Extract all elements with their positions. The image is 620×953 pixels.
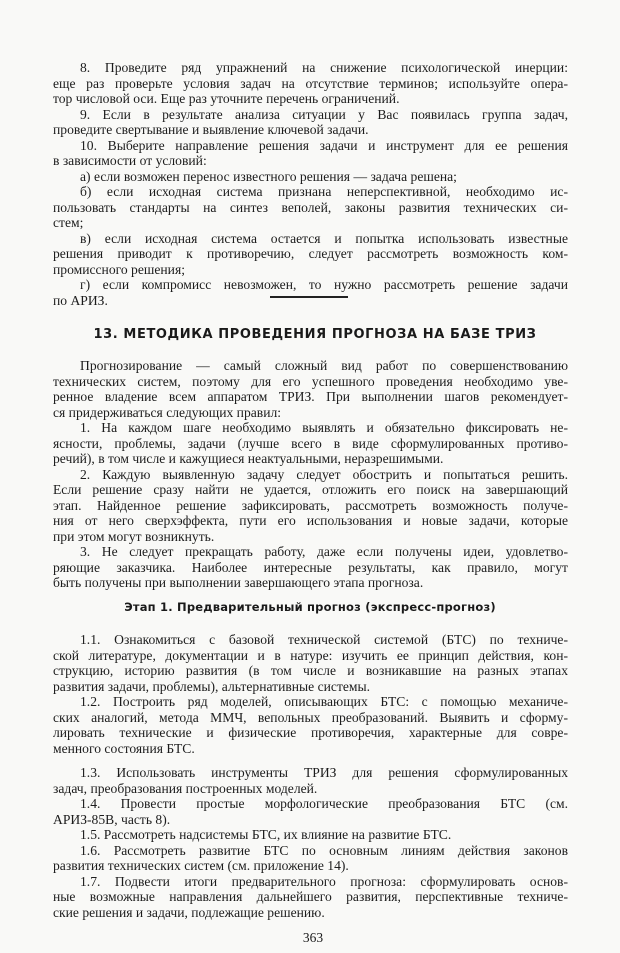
text-line: 1.7. Подвести итоги предварительного прогноза: сформулировать основ- bbox=[80, 873, 568, 889]
paragraph bbox=[53, 60, 568, 107]
text-line: при этом могут возникнуть. bbox=[53, 528, 215, 544]
text-line: ские решения и задачи, подлежащие решению. bbox=[53, 904, 325, 920]
paragraph bbox=[53, 107, 568, 138]
text-line: 1.5. Рассмотреть надсистемы БТС, их влияние на развитие БТС. bbox=[80, 827, 452, 842]
text-line: по АРИЗ. bbox=[53, 292, 108, 308]
text-line: 10. Выберите направление решения задачи и инструмент для ее решения bbox=[80, 137, 568, 153]
page-number: 363 bbox=[302, 930, 324, 945]
text-line: ряющие заказчика. Наиболее интересные результаты, как правило, могут bbox=[53, 559, 568, 575]
text-line: 1.6. Рассмотреть развитие БТС по основным линиям действия законов bbox=[80, 842, 568, 858]
text-line: 1. На каждом шаге необходимо выявлять и обязательно фиксировать не- bbox=[80, 420, 568, 435]
text-line: б) если исходная система признана неперспективной, необходимо ис- bbox=[80, 184, 568, 199]
text-line: менного состояния БТС. bbox=[53, 740, 195, 756]
paragraph bbox=[53, 544, 568, 591]
text-line: быть получены при выполнении завершающего этапа прогноза. bbox=[53, 575, 424, 590]
text-line: ся придерживаться следующих правил: bbox=[53, 404, 282, 420]
text-line: ные возможные направления дальнейшего развития, перспективные техниче- bbox=[53, 889, 568, 904]
section-divider bbox=[270, 296, 348, 298]
text-line: ясности, проблемы, задачи (лучше всего в виде сформулированных противо- bbox=[53, 435, 568, 451]
text-line: 1.3. Использовать инструменты ТРИЗ для решения сформулированных bbox=[80, 765, 568, 780]
paragraph bbox=[53, 277, 568, 308]
paragraph bbox=[53, 632, 568, 694]
text-line: проведите свертывание и выявление ключевой задачи. bbox=[53, 122, 369, 137]
paragraph bbox=[53, 467, 568, 545]
text-line: промиссного решения; bbox=[53, 261, 185, 277]
stage-heading: Этап 1. Предварительный прогноз (экспресс-прогноз) bbox=[124, 600, 496, 614]
text-line: речий), в том числе и кажущиеся неактуальными, неразрешимыми. bbox=[53, 451, 444, 466]
text-line: в) если исходная система остается и попытка использовать известные bbox=[80, 230, 568, 246]
paragraph bbox=[53, 874, 568, 921]
text-line: г) если компромисс невозможен, то нужно рассмотреть решение задачи bbox=[80, 277, 568, 292]
text-line: ской литературе, документации и в натуре: изучить ее принцип действия, кон- bbox=[53, 647, 568, 663]
text-line: Прогнозирование — самый сложный вид работ по совершенствованию bbox=[80, 358, 568, 373]
text-line: решения приводит к противоречию, следует рассмотреть возможность ком- bbox=[53, 246, 568, 261]
text-line: технических систем, поэтому для его успешного проведения необходимо уве- bbox=[53, 373, 568, 389]
paragraph bbox=[53, 843, 568, 874]
text-line: 1.2. Построить ряд моделей, описывающих БТС: с помощью механиче- bbox=[80, 694, 568, 709]
text-line: развития задачи, проблемы), альтернативные системы. bbox=[53, 678, 371, 694]
paragraph bbox=[53, 231, 568, 278]
text-line: ренное владение всем аппаратом ТРИЗ. При выполнении шагов рекомендует- bbox=[53, 389, 568, 404]
paragraph bbox=[53, 765, 568, 796]
numbered-list-steps-8-10 bbox=[53, 60, 568, 308]
text-line: этап. Найденное решение зафиксировать, рассмотреть возможность получе- bbox=[53, 497, 568, 513]
paragraph bbox=[53, 138, 568, 169]
text-line: пользовать стандарты на синтез веполей, законы развития технических си- bbox=[53, 199, 568, 215]
text-line: 3. Не следует прекращать работу, даже если получены идеи, удовлетво- bbox=[80, 544, 568, 559]
text-line: а) если возможен перенос известного решения — задача решена; bbox=[80, 168, 457, 184]
text-line: 2. Каждую выявленную задачу следует обострить и попытаться решить. bbox=[80, 466, 568, 482]
text-line: задач, преобразования построенных моделей. bbox=[53, 780, 318, 796]
stage-1-steps bbox=[53, 632, 568, 920]
paragraph bbox=[53, 827, 568, 843]
text-line: тор числовой оси. Еще раз уточните перечень ограничений. bbox=[53, 91, 400, 106]
paragraph bbox=[53, 694, 568, 756]
text-line: лировать технические и физические противоречия, характерные для совре- bbox=[53, 725, 568, 740]
text-line: 8. Проведите ряд упражнений на снижение психологической инерции: bbox=[80, 60, 568, 75]
text-line: развития технических систем (см. приложение 14). bbox=[53, 858, 349, 873]
text-line: 1.1. Ознакомиться с базовой технической системой (БТС) по техниче- bbox=[80, 632, 568, 647]
paragraph bbox=[53, 358, 568, 420]
text-line: струкцию, историю развития (в том числе и возникавшие на разных этапах bbox=[53, 663, 568, 678]
text-line: АРИЗ-85В, часть 8). bbox=[53, 811, 171, 827]
paragraph bbox=[53, 169, 568, 185]
text-line: ния от него сверхэффекта, пути его использования и новые задачи, которые bbox=[53, 513, 568, 528]
text-line: еще раз проверьте условия задач на отсутствие терминов; используйте опера- bbox=[53, 75, 568, 91]
text-line: 1.4. Провести простые морфологические преобразования БТС (см. bbox=[80, 796, 568, 811]
chapter-heading: 13. МЕТОДИКА ПРОВЕДЕНИЯ ПРОГНОЗА НА БАЗЕ ТРИЗ bbox=[93, 327, 537, 342]
paragraph bbox=[53, 420, 568, 467]
paragraph bbox=[53, 184, 568, 231]
chapter-intro-rules bbox=[53, 358, 568, 591]
text-line: ских аналогий, метода ММЧ, вепольных преобразований. Выявить и сформу- bbox=[53, 709, 568, 725]
text-line: Если решение сразу найти не удается, отложить его поиск на завершающий bbox=[53, 482, 568, 497]
paragraph bbox=[53, 796, 568, 827]
text-line: в зависимости от условий: bbox=[53, 153, 207, 168]
text-line: 9. Если в результате анализа ситуации у Вас появилась группа задач, bbox=[80, 106, 568, 122]
text-line: стем; bbox=[53, 215, 84, 230]
